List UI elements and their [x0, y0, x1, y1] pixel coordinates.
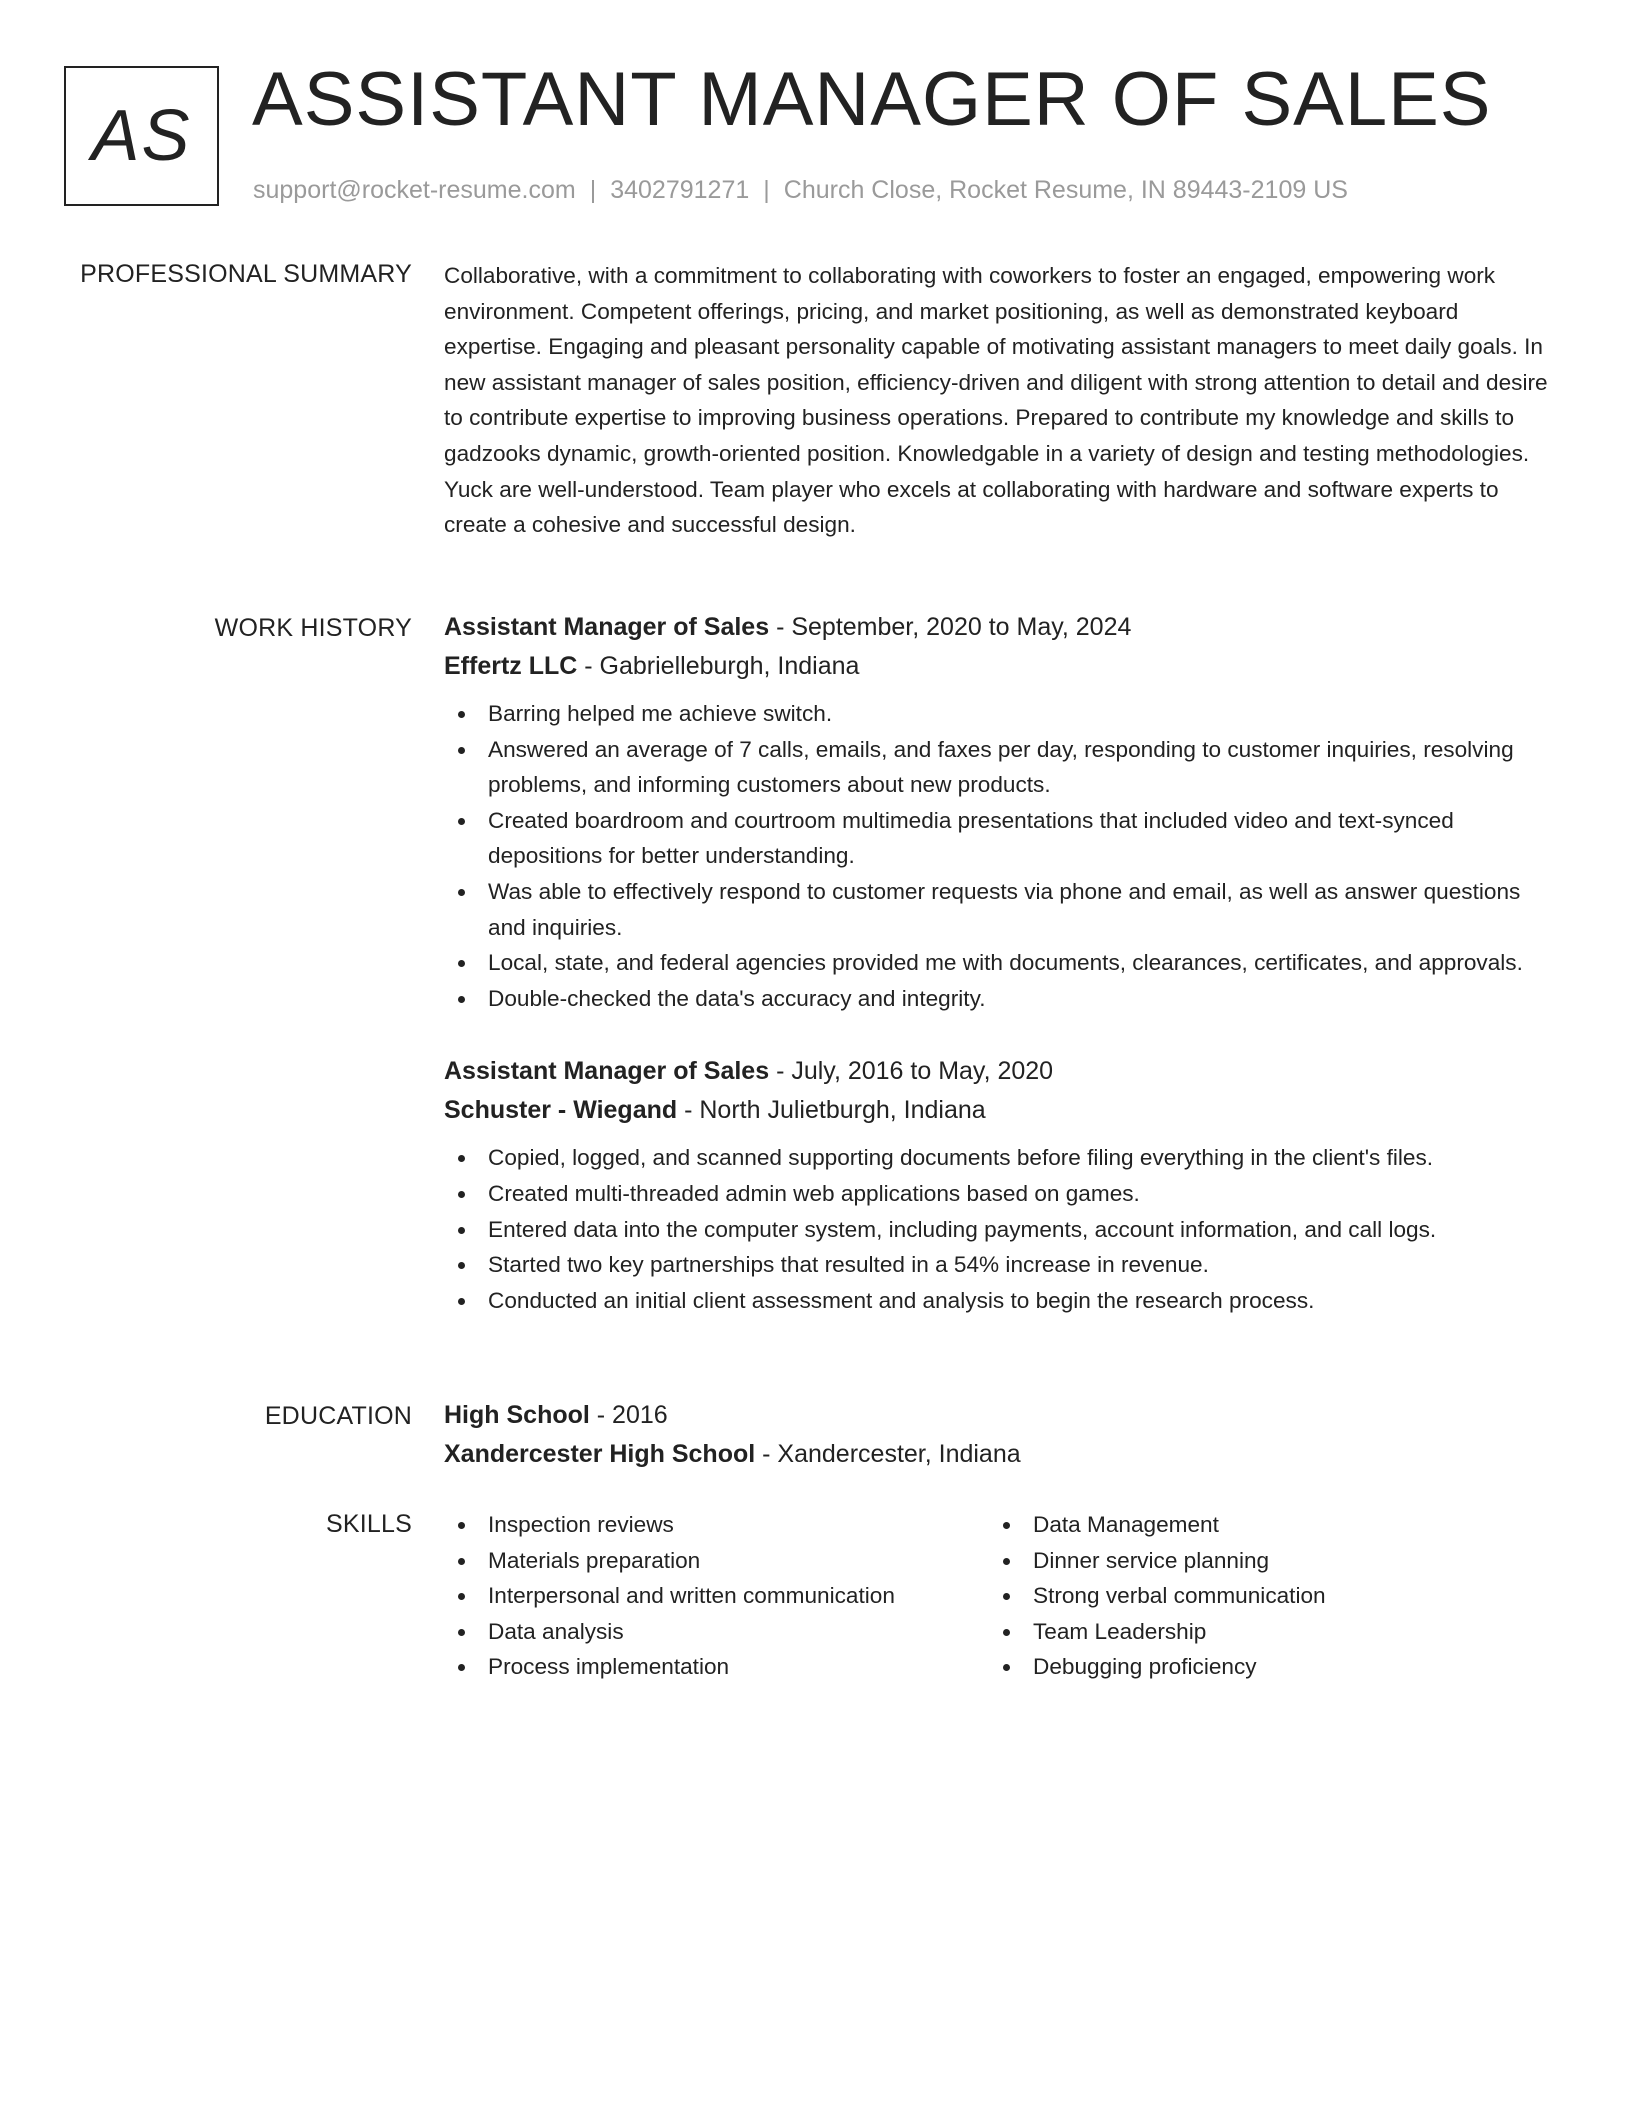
list-item: Entered data into the computer system, including payments, account information, and call logs.	[444, 1212, 1556, 1248]
list-item: Dinner service planning	[989, 1543, 1534, 1579]
job-dates: - September, 2020 to May, 2024	[769, 613, 1132, 641]
job-title: Assistant Manager of Sales	[444, 1057, 770, 1086]
list-item: Debugging proficiency	[989, 1649, 1534, 1685]
monogram-initials: AS	[91, 96, 192, 176]
contact-email[interactable]: support@rocket-resume.com	[253, 176, 576, 204]
list-item: Interpersonal and written communication	[444, 1578, 989, 1614]
education-degree-line	[444, 1396, 1556, 1435]
job-bullets	[444, 696, 1556, 1016]
list-item: Created multi-threaded admin web applications based on games.	[444, 1176, 1556, 1212]
education-degree: High School	[444, 1401, 590, 1429]
list-item: Materials preparation	[444, 1543, 989, 1579]
list-item: Was able to effectively respond to customer requests via phone and email, as well as answer questions and inquiries.	[444, 874, 1556, 945]
list-item: Data Management	[989, 1507, 1534, 1543]
education-year: - 2016	[589, 1401, 668, 1429]
list-item: Strong verbal communication	[989, 1578, 1534, 1614]
section-label-work-history: WORK HISTORY	[214, 614, 412, 642]
list-item: Created boardroom and courtroom multimedia presentations that included video and text-synced depositions for better understanding.	[444, 803, 1556, 874]
section-label-summary: PROFESSIONAL SUMMARY	[80, 260, 412, 288]
list-item: Data analysis	[444, 1614, 989, 1650]
job-title: Assistant Manager of Sales	[444, 613, 770, 641]
education-school: Xandercester High School	[444, 1440, 756, 1468]
contact-line	[253, 174, 1348, 207]
education-body	[444, 1396, 1556, 1474]
summary-body	[444, 258, 1556, 543]
list-item: Team Leadership	[989, 1614, 1534, 1650]
job-title-line	[444, 608, 1556, 647]
skills-columns	[444, 1507, 1556, 1685]
skills-list-left	[444, 1507, 989, 1685]
list-item: Started two key partnerships that resulted in a 54% increase in revenue.	[444, 1247, 1556, 1283]
job-location: - Gabrielleburgh, Indiana	[577, 652, 860, 680]
job-company-line	[444, 1091, 1556, 1130]
skills-list-right	[989, 1507, 1534, 1685]
section-label-skills: SKILLS	[326, 1510, 412, 1538]
contact-separator: |	[763, 176, 770, 204]
contact-separator: |	[589, 176, 597, 204]
list-item: Local, state, and federal agencies provided me with documents, clearances, certificates, and approvals.	[444, 945, 1556, 981]
job-location: - North Julietburgh, Indiana	[677, 1096, 986, 1125]
contact-phone[interactable]: 3402791271	[610, 176, 750, 204]
list-item: Answered an average of 7 calls, emails, and faxes per day, responding to customer inquiries, resolving problems, and informing customers about new products.	[444, 732, 1556, 803]
list-item: Double-checked the data's accuracy and integrity.	[444, 981, 1556, 1017]
list-item: Barring helped me achieve switch.	[444, 696, 1556, 732]
resume-title: ASSISTANT MANAGER OF SALES	[252, 57, 1492, 142]
job-entry	[444, 608, 1556, 1016]
list-item: Process implementation	[444, 1649, 989, 1685]
job-company: Schuster - Wiegand	[444, 1096, 678, 1125]
work-history-body	[444, 608, 1556, 1352]
list-item: Inspection reviews	[444, 1507, 989, 1543]
section-label-education: EDUCATION	[264, 1402, 412, 1430]
job-entry	[444, 1052, 1556, 1318]
skills-body	[444, 1507, 1556, 1685]
contact-address: Church Close, Rocket Resume, IN 89443-2109 US	[783, 176, 1348, 204]
job-company: Effertz LLC	[444, 652, 578, 680]
job-dates: - July, 2016 to May, 2020	[769, 1057, 1054, 1086]
list-item: Conducted an initial client assessment and analysis to begin the research process.	[444, 1283, 1556, 1319]
job-bullets	[444, 1140, 1556, 1318]
education-school-line	[444, 1435, 1556, 1474]
job-title-line	[444, 1052, 1556, 1091]
summary-text: Collaborative, with a commitment to collaborating with coworkers to foster an engaged, empowering work environment. Competent offerings, pricing, and market positioning, as well as demonstrated keyboard expertise. Engaging and pleasant personality capable of motivating assistant managers to meet daily goals. In new assistant manager of sales position, efficiency-driven and diligent with strong attention to detail and desire to contribute expertise to improving business operations. Prepared to contribute my knowledge and skills to gadzooks dynamic, growth-oriented position. Knowledgable in a variety of design and testing methodologies. Yuck are well-understood. Team player who excels at collaborating with hardware and software experts to create a cohesive and successful design.	[444, 263, 1548, 538]
job-company-line	[444, 647, 1556, 686]
monogram-badge	[64, 66, 219, 206]
list-item: Copied, logged, and scanned supporting documents before filing everything in the client's files.	[444, 1140, 1556, 1176]
education-location: - Xandercester, Indiana	[755, 1440, 1021, 1468]
